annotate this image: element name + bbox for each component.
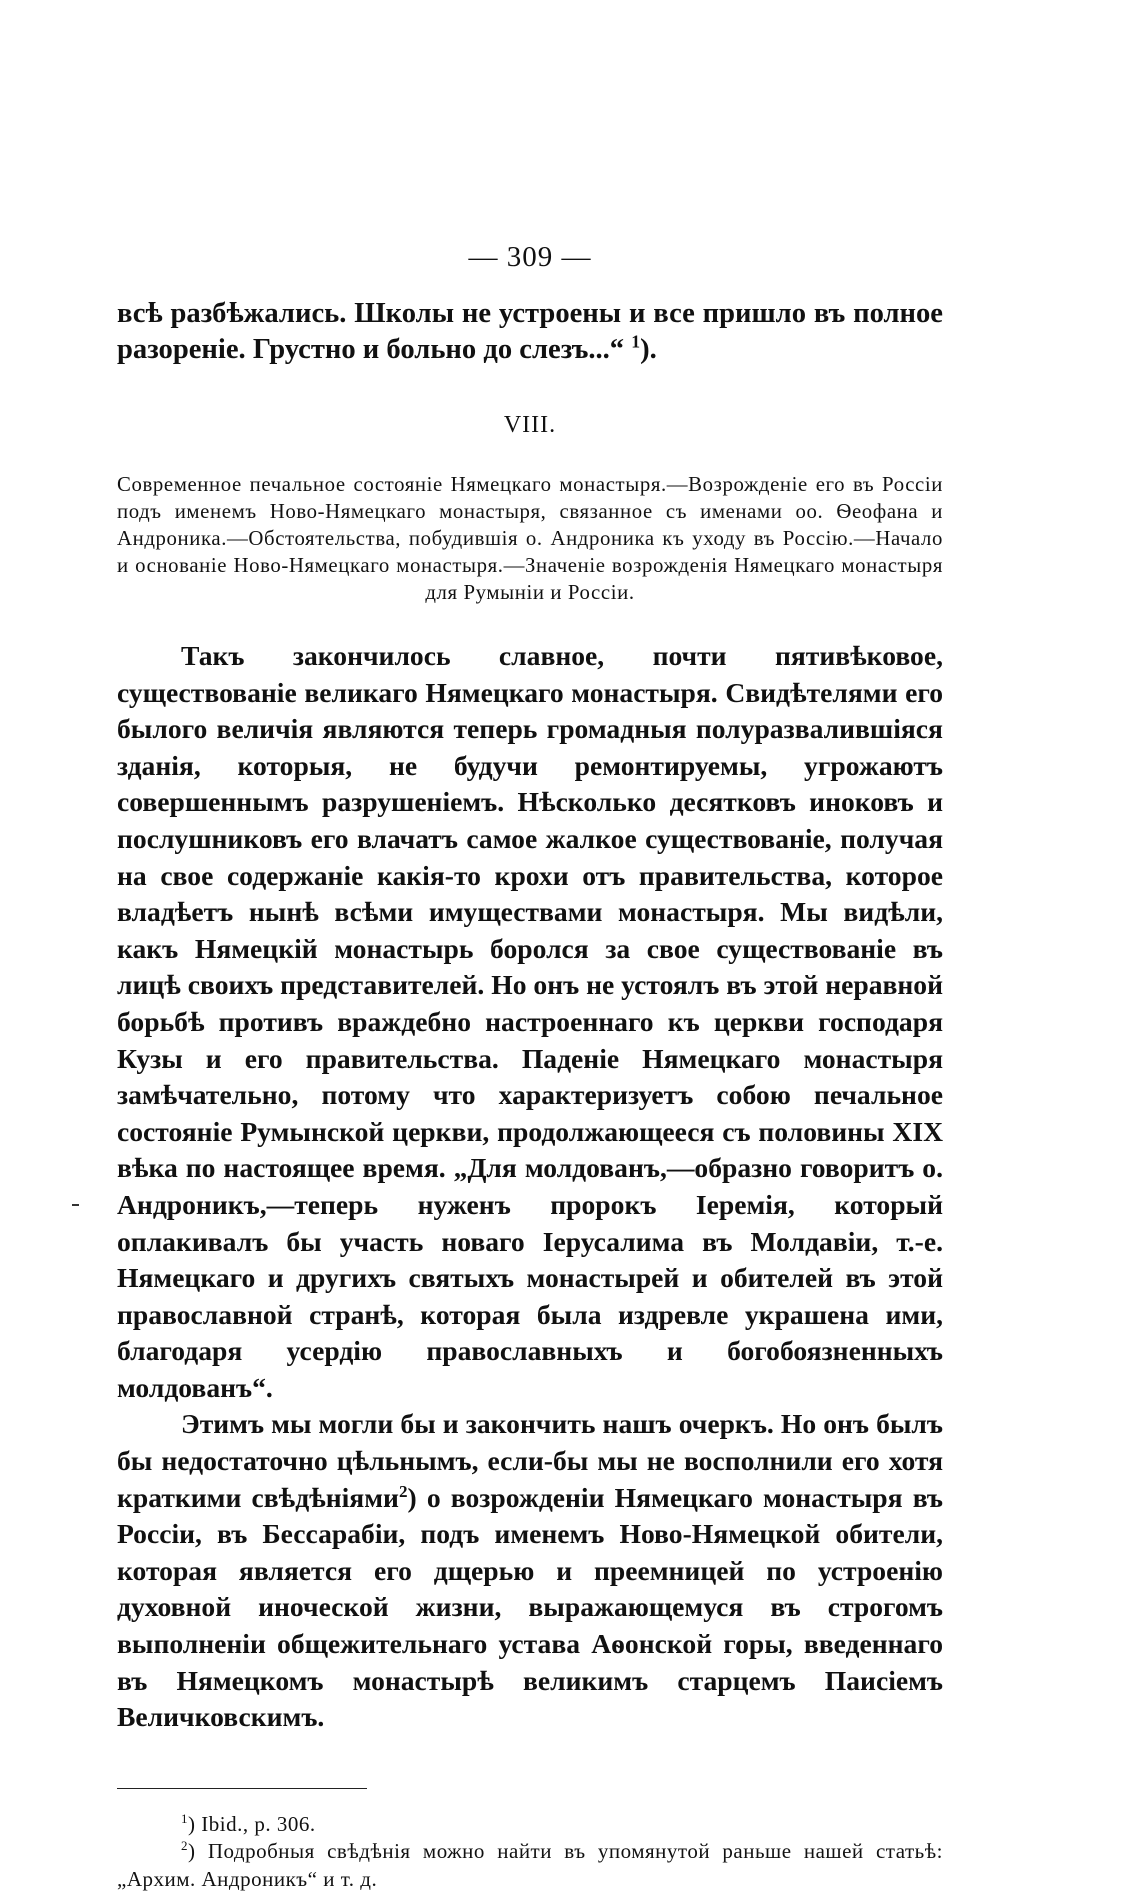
footnote-1 [117, 1811, 943, 1839]
footnote-ref-2: 2 [398, 1481, 408, 1501]
intro-closing: ). [640, 334, 657, 365]
footnote-ref-1: 1 [631, 331, 641, 352]
margin-mark [72, 1204, 79, 1206]
intro-text: всѣ разбѣжались. Школы не устроены и все пришло въ полное разореніе. Грустно и больно до слезъ...“ [117, 298, 943, 365]
footnote-2 [117, 1838, 943, 1893]
footnote-2-text: ) Подробныя свѣдѣнія можно найти въ упомянутой раньше нашей статьѣ: „Архим. Андроникъ“ и т. д. [117, 1839, 943, 1891]
body-paragraph-2 [117, 1406, 943, 1735]
footnote-divider [117, 1788, 367, 1789]
document-page [117, 240, 943, 1893]
page-number: — 309 — [468, 241, 592, 273]
intro-paragraph [117, 296, 943, 368]
footnote-2-marker: 2 [181, 1838, 189, 1854]
footnote-1-text: ) Ibid., p. 306. [188, 1811, 316, 1836]
footnotes [117, 1811, 943, 1893]
paragraph-2-start: Этимъ мы могли бы и закончить нашъ очеркъ. Но онъ былъ бы недостаточно цѣльнымъ, если-бы мы не восполнили его хотя краткими свѣдѣніями [117, 1408, 943, 1513]
body-paragraph-1: Такъ закончилось славное, почти пятивѣковое, существованіе великаго Нямецкаго монастыря. Свидѣтелями его былого величія являются теперь громадныя полуразвалившіяся зданія, которыя, не будучи ремонтируемы, угрожаютъ совершеннымъ разрушеніемъ. Нѣсколько десятковъ иноковъ и послушниковъ его влачатъ самое жалкое существованіе, получая на свое содержаніе какія-то крохи отъ правительства, которое владѣетъ нынѣ всѣми имуществами монастыря. Мы видѣли, какъ Нямецкій монастырь боролся за свое существованіе въ лицѣ своихъ представителей. Но онъ не устоялъ въ этой неравной борьбѣ противъ враждебно настроеннаго къ церкви господаря Кузы и его правительства. Паденіе Нямецкаго монастыря замѣчательно, потому что характеризуетъ собою печальное состояніе Румынской церкви, продолжающееся съ половины XIX вѣка по настоящее время. „Для молдованъ,—образно говоритъ о. Андроникъ,—теперь нуженъ пророкъ Іеремія, который оплакивалъ бы участь новаго Іерусалима въ Молдавіи, т.-е. Нямецкаго и другихъ святыхъ монастырей и обителей въ этой православной странѣ, которая была издревле украшена ими, благодаря усердію православныхъ и богобоязненныхъ молдованъ“. [117, 640, 943, 1403]
chapter-number: VIII. [503, 412, 557, 438]
paragraph-2-end: ) о возрожденіи Нямецкаго монастыря въ Россіи, въ Бессарабіи, подъ именемъ Ново-Нямецкой обители, которая является его дщерью и преемницей по устроенію духовной иноческой жизни, выражающемуся въ строгомъ выполненіи общежительнаго устава Аѳонской горы, введеннаго въ Нямецкомъ монастырѣ великимъ старцемъ Паисіемъ Величковскимъ. [117, 1481, 944, 1733]
footnote-1-marker: 1 [181, 1810, 189, 1826]
chapter-synopsis: Современное печальное состояніе Нямецкаго монастыря.—Возрожденіе его въ Россіи подъ именемъ Ново-Нямецкаго монастыря, связанное съ именами оо. Ѳеофана и Андроника.—Обстоятельства, побудившія о. Андроника къ уходу въ Россію.—Начало и основаніе Ново-Нямецкаго монастыря.—Значеніе возрожденія Нямецкаго монастыря для Румыніи и Россіи. [117, 473, 943, 604]
body-text [117, 638, 943, 1736]
